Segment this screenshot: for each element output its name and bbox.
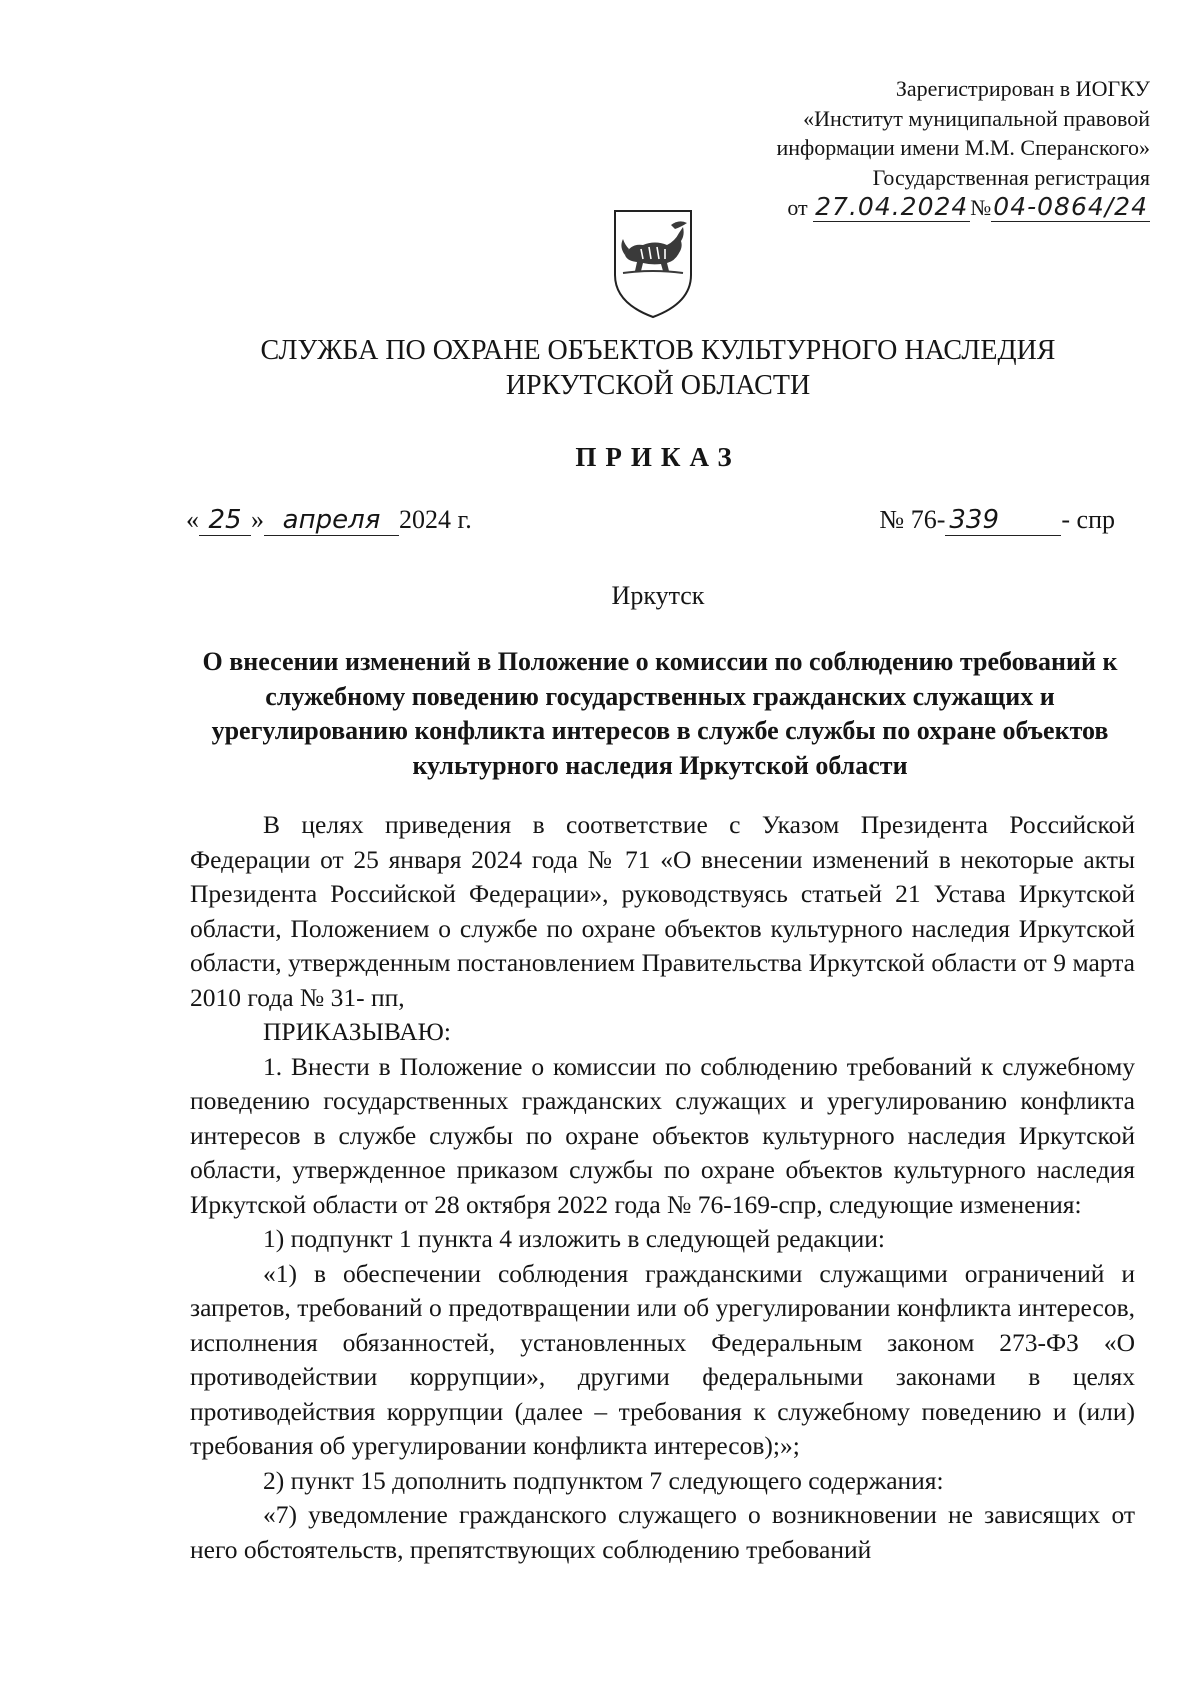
date-close-quote: » [251,505,264,534]
registration-line-1: Зарегистрирован в ИОГКУ [895,76,1150,101]
paragraph-item-1: 1. Внести в Положение о комиссии по соблюдению требований к служебному поведению государственных гражданских служащих и урегулированию конфликта интересов в службе службы по охране объектов культурного наследия Иркутской области, утвержденное приказом службы по охране объектов культурного наследия Иркутской области от 28 октября 2022 года № 76-169-спр, следующие изменения: [190,1051,1135,1219]
paragraph-quote-1: «1) в обеспечении соблюдения гражданскими служащими ограничений и запретов, требований о предотвращении или об урегулировании конфликта интересов, исполнения обязанностей, установленных Федеральным законом 273-ФЗ «О противодействии коррупции», другими федеральными законами в целях противодействия коррупции (далее – требования к служебному поведению и (или) требования об урегулировании конфликта интересов);»; [190,1258,1135,1460]
paragraph-subitem-1: 1) подпункт 1 пункта 4 изложить в следующей редакции: [263,1224,885,1253]
paragraph-subitem-2: 2) пункт 15 дополнить подпунктом 7 следующего содержания: [263,1465,944,1495]
number-prefix: № 76- [879,505,946,534]
document-date [186,505,472,536]
registration-line-4: Государственная регистрация [872,164,1150,190]
registration-line-5 [630,192,1150,223]
document-body [190,808,1135,1567]
paragraph-order-word: ПРИКАЗЫВАЮ: [263,1017,451,1046]
registration-line-2: «Институт муниципальной правовой [803,105,1150,131]
date-month-handwritten: апреля [264,505,399,536]
number-suffix: - спр [1061,505,1115,534]
registration-number-sign: № [970,195,992,220]
date-year: 2024 г. [399,505,472,534]
organization-name [0,333,1200,403]
paragraph-quote-7: «7) уведомление гражданского служащего о возникновении не зависящих от него обстоятельств, препятствующих соблюдению требований [190,1500,1135,1564]
city: Иркутск [611,581,705,610]
registration-number-handwritten: 04-0864/24 [993,192,1148,221]
document-type: ПРИКАЗ [575,442,741,472]
registration-line-3: информации имени М.М. Сперанского» [776,135,1150,160]
date-open-quote: « [186,505,199,534]
document-title: О внесении изменений в Положение о комиссии по соблюдению требований к служебному поведению государственных гражданских служащих и урегулированию конфликта интересов в службе службы по охране объектов культурного наследия Иркутской области [202,647,1118,780]
irkutsk-coat-of-arms-icon [609,207,697,320]
registration-date-handwritten: 27.04.2024 [815,192,969,221]
organization-line-1: СЛУЖБА ПО ОХРАНЕ ОБЪЕКТОВ КУЛЬТУРНОГО НАСЛЕДИЯ [260,335,1056,366]
organization-line-2: ИРКУТСКОЙ ОБЛАСТИ [505,370,811,401]
number-handwritten: 339 [945,505,1061,536]
registration-from-label: от [787,195,808,220]
document-number [879,505,1115,536]
date-day-handwritten: 25 [199,505,251,536]
paragraph-preamble: В целях приведения в соответствие с Указом Президента Российской Федерации от 25 января 2024 года № 71 «О внесении изменений в некоторые акты Президента Российской Федерации», руководствуясь статьей 21 Устава Иркутской области, Положением о службе по охране объектов культурного наследия Иркутской области, утвержденным постановлением Правительства Иркутской области от 9 марта 2010 года № 31- пп, [190,810,1135,1012]
registration-stamp [630,74,1150,223]
